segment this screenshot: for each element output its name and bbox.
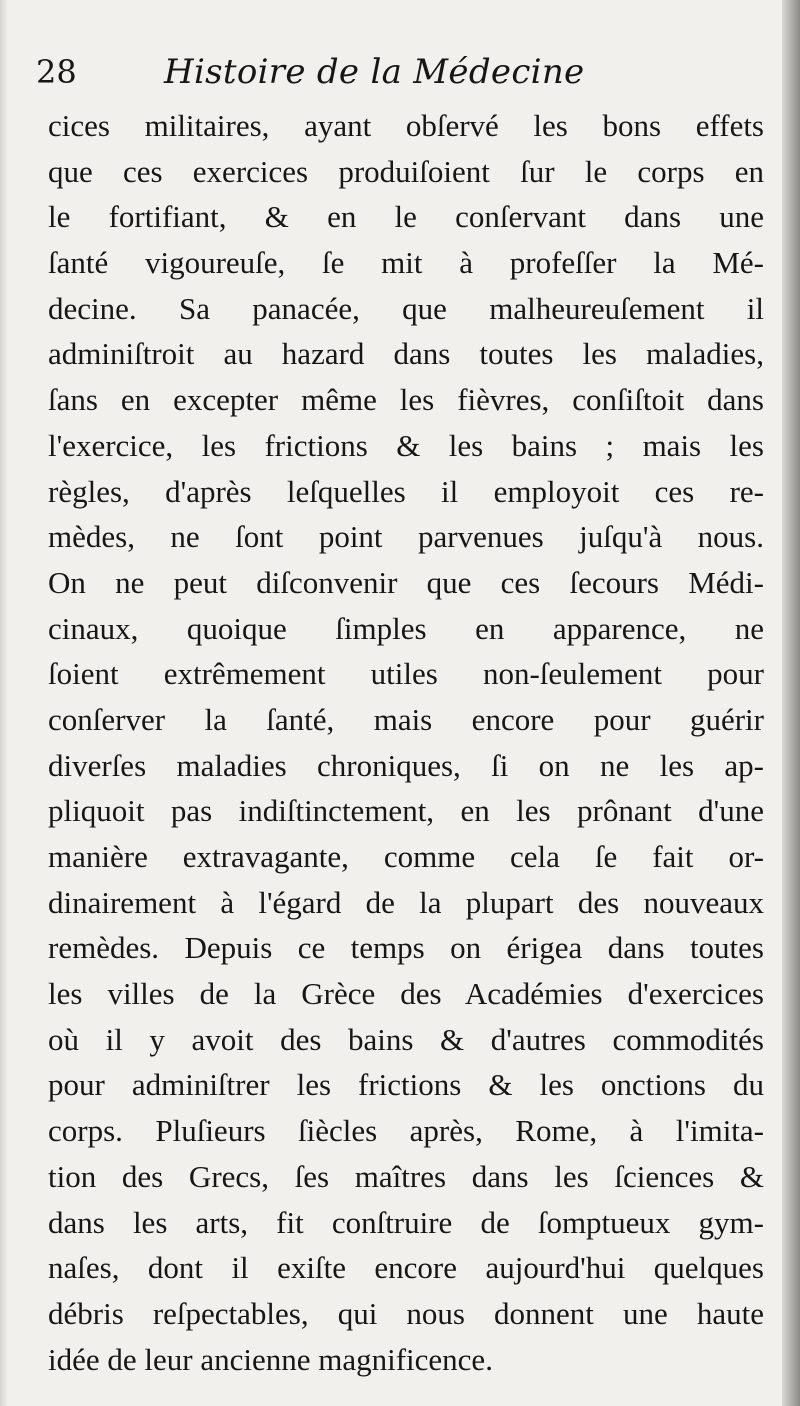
text-line: cices militaires, ayant obſervé les bons effets [48, 108, 764, 143]
text-line: conſerver la ſanté, mais encore pour guérir [48, 701, 764, 737]
text-line: On ne peut diſconvenir que ces ſecours Médi- [48, 564, 764, 600]
text-line: tion des Grecs, ſes maîtres dans les ſciences & [48, 1158, 764, 1194]
page-left-shadow [0, 0, 8, 1406]
text-line: règles, d'après leſquelles il employoit ces re- [48, 473, 764, 509]
text-line: débris reſpectables, qui nous donnent une haute [48, 1295, 764, 1331]
text-line: decine. Sa panacée, que malheureuſement il [48, 290, 764, 326]
text-line: diverſes maladies chroniques, ſi on ne les ap- [48, 747, 764, 783]
body-text [48, 103, 764, 1382]
text-line: cinaux, quoique ſimples en apparence, ne [48, 610, 764, 646]
text-line: naſes, dont il exiſte encore aujourd'hui quelques [48, 1250, 764, 1286]
text-line: où il y avoit des bains & d'autres commodités [48, 1021, 764, 1057]
text-line: remèdes. Depuis ce temps on érigea dans toutes [48, 930, 764, 966]
text-line: dinairement à l'égard de la plupart des nouveaux [48, 884, 764, 920]
text-line: le fortifiant, & en le conſervant dans une [48, 199, 764, 235]
text-line: ſanté vigoureuſe, ſe mit à profeſſer la Mé- [48, 245, 764, 281]
text-line: que ces exercices produiſoient ſur le corps en [48, 153, 764, 189]
text-line: pour adminiſtrer les frictions & les onctions du [48, 1067, 764, 1103]
page-binding-edge [782, 0, 800, 1406]
text-line: corps. Pluſieurs ſiècles après, Rome, à l'imita- [48, 1113, 764, 1149]
running-head [36, 48, 736, 98]
text-line-last: idée de leur ancienne magnificence. [48, 1341, 493, 1377]
running-title: Histoire de la Médecine [164, 52, 585, 92]
text-line: mèdes, ne ſont point parvenues juſqu'à nous. [48, 519, 764, 555]
text-line: adminiſtroit au hazard dans toutes les maladies, [48, 336, 764, 372]
text-line: dans les arts, fit conſtruire de ſomptueux gym- [48, 1204, 764, 1240]
text-line: les villes de la Grèce des Académies d'exercices [48, 976, 764, 1012]
text-line: manière extravagante, comme cela ſe fait or- [48, 839, 764, 874]
text-line: ſans en excepter même les fièvres, conſiſtoit dans [48, 382, 764, 418]
text-line: l'exercice, les frictions & les bains ; mais les [48, 427, 764, 463]
page-number: 28 [36, 53, 77, 91]
text-line: pliquoit pas indiſtinctement, en les prônant d'une [48, 793, 764, 829]
text-line: ſoient extrêmement utiles non-ſeulement pour [48, 656, 764, 692]
